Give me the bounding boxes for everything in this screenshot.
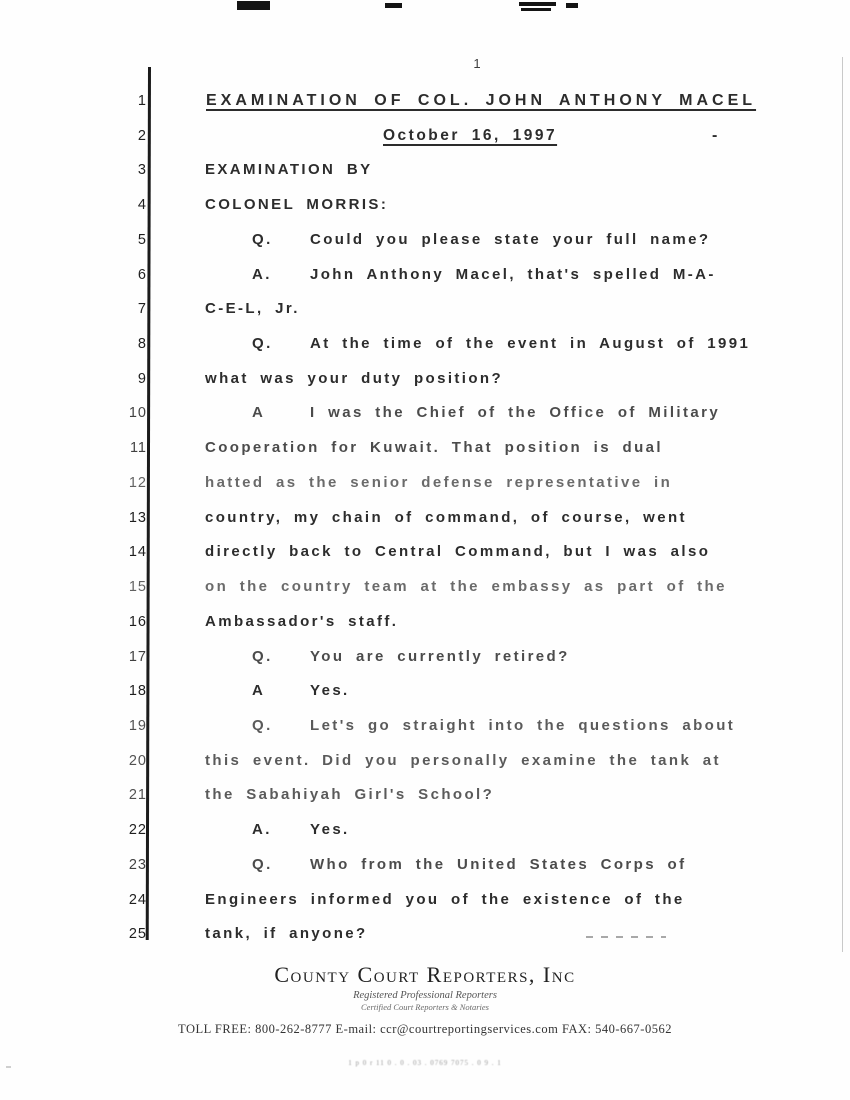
line-text: At the time of the event in August of 1991 <box>310 335 751 353</box>
line-number: 18 <box>128 683 147 700</box>
line-number: 7 <box>137 301 147 318</box>
transcript-line <box>0 466 850 501</box>
transcript-line <box>0 119 850 154</box>
line-text: EXAMINATION BY <box>205 161 373 179</box>
line-number: 13 <box>128 509 147 526</box>
line-text: I was the Chief of the Office of Military <box>310 404 721 422</box>
line-text: October 16, 1997 <box>383 126 558 144</box>
transcript-line <box>0 778 850 813</box>
line-text: Engineers informed you of the existence of the <box>205 890 685 908</box>
qa-prefix: Q. <box>252 230 273 248</box>
qa-prefix: Q. <box>252 855 273 873</box>
right-dash-mark: - <box>712 126 718 144</box>
transcript-line <box>0 570 850 605</box>
line-text: Cooperation for Kuwait. That position is dual <box>205 439 663 457</box>
line-number: 1 <box>137 93 147 109</box>
line-number: 10 <box>128 405 147 422</box>
scan-artifact <box>521 8 551 11</box>
transcript-line <box>0 223 850 258</box>
transcript-line <box>0 258 850 293</box>
line-text: COLONEL MORRIS: <box>205 196 389 214</box>
line-number: 25 <box>128 926 147 943</box>
transcript-line <box>0 605 850 640</box>
line-text: Yes. <box>310 821 350 839</box>
line-number: 5 <box>137 231 147 248</box>
scan-artifact-dashes <box>586 936 666 938</box>
qa-prefix: A <box>252 682 266 700</box>
qa-prefix: A. <box>252 821 272 839</box>
scan-artifact <box>566 3 578 8</box>
line-text: what was your duty position? <box>205 369 504 387</box>
line-number: 6 <box>137 266 147 283</box>
line-number: 17 <box>128 648 147 665</box>
line-number: 22 <box>128 822 147 839</box>
line-number: 19 <box>128 717 147 734</box>
line-number: 4 <box>137 197 147 214</box>
line-text: directly back to Central Command, but I was also <box>205 543 711 561</box>
line-number: 12 <box>128 474 147 491</box>
transcript-line <box>0 431 850 466</box>
page-number: 1 <box>473 56 481 71</box>
qa-prefix: Q. <box>252 335 273 353</box>
transcript-line <box>0 501 850 536</box>
transcript-line <box>0 744 850 779</box>
line-number: 15 <box>128 579 147 596</box>
transcript-body <box>0 84 850 952</box>
line-number: 2 <box>137 127 147 144</box>
line-number: 8 <box>137 336 147 353</box>
transcript-line <box>0 396 850 431</box>
line-text: Let's go straight into the questions about <box>310 716 736 734</box>
line-text: this event. Did you personally examine the tank at <box>205 751 721 769</box>
line-text: C-E-L, Jr. <box>205 300 300 318</box>
transcript-line <box>0 813 850 848</box>
line-text: Ambassador's staff. <box>205 612 399 630</box>
transcript-line <box>0 848 850 883</box>
transcript-line <box>0 535 850 570</box>
line-text: hatted as the senior defense representative in <box>205 473 673 491</box>
line-number: 9 <box>137 370 147 387</box>
line-number: 23 <box>128 856 147 873</box>
footer-tagline-2: Certified Court Reporters & Notaries <box>361 1002 489 1012</box>
line-text: on the country team at the embassy as part of the <box>205 578 727 596</box>
transcript-line <box>0 188 850 223</box>
line-text: tank, if anyone? <box>205 925 368 943</box>
line-number: 3 <box>137 162 147 179</box>
transcript-line <box>0 640 850 675</box>
footer-microprint: 1 p 0 r 11 0 . 0 . 03 . 0769 7075 . 0 9 . 1 <box>348 1059 502 1067</box>
qa-prefix: A <box>252 404 266 422</box>
line-text: country, my chain of command, of course, went <box>205 508 687 526</box>
transcript-line <box>0 153 850 188</box>
line-text: John Anthony Macel, that's spelled M-A- <box>310 265 716 283</box>
transcript-line <box>0 362 850 397</box>
transcript-line <box>0 917 850 952</box>
transcript-line <box>0 327 850 362</box>
scan-artifact <box>519 2 556 6</box>
line-number: 21 <box>128 787 147 804</box>
company-name: County Court Reporters, Inc <box>274 962 576 987</box>
line-text: Could you please state your full name? <box>310 230 711 248</box>
transcript-line <box>0 292 850 327</box>
scan-artifact <box>385 3 402 8</box>
qa-prefix: Q. <box>252 647 273 665</box>
line-text: EXAMINATION OF COL. JOHN ANTHONY MACEL <box>206 92 757 109</box>
footer-tagline-1: Registered Professional Reporters <box>353 990 497 1001</box>
line-number: 24 <box>128 891 147 908</box>
line-number: 11 <box>129 440 147 457</box>
scan-artifact <box>237 1 270 10</box>
transcript-line <box>0 709 850 744</box>
qa-prefix: A. <box>252 265 272 283</box>
line-number: 14 <box>128 544 147 561</box>
qa-prefix: Q. <box>252 716 273 734</box>
line-text: You are currently retired? <box>310 647 570 665</box>
line-text: Who from the United States Corps of <box>310 855 687 873</box>
line-text: the Sabahiyah Girl's School? <box>205 786 495 804</box>
line-text: Yes. <box>310 682 350 700</box>
footer-contact-line: TOLL FREE: 800-262-8777 E-mail: ccr@courtreportingservices.com FAX: 540-667-0562 <box>178 1022 672 1036</box>
line-number: 16 <box>128 613 147 630</box>
line-number: 20 <box>128 752 147 769</box>
transcript-line <box>0 883 850 918</box>
transcript-line <box>0 84 850 119</box>
transcript-line <box>0 674 850 709</box>
reporter-footer <box>0 962 850 1067</box>
